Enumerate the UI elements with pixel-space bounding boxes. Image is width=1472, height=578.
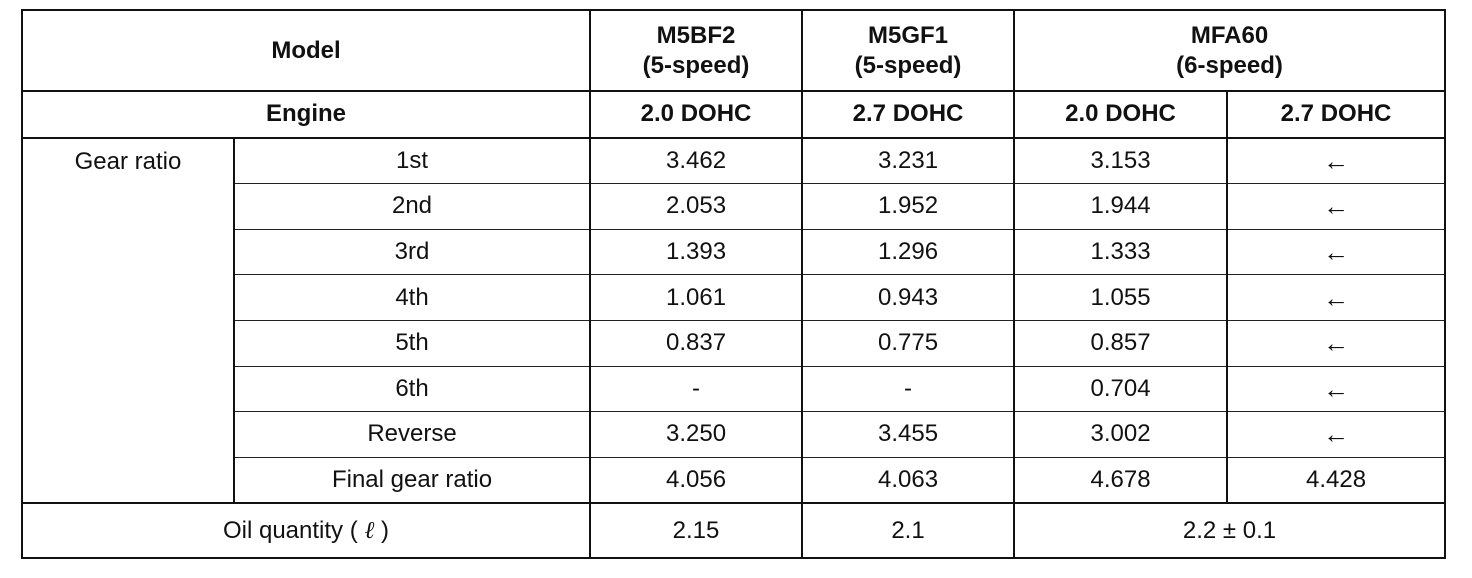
value-cell: 0.837 [590,320,802,366]
value-cell: 4.063 [802,457,1014,503]
table-row [22,184,1445,230]
model-speed: (5-speed) [854,51,962,79]
value-cell: 0.857 [1014,320,1227,366]
value-cell: 1.055 [1014,275,1227,321]
value-cell: 2.053 [590,184,802,230]
same-as-left-arrow: ← [1227,275,1445,321]
value-cell: 2.15 [590,503,802,558]
same-as-left-arrow: ← [1227,412,1445,458]
same-as-left-arrow: ← [1227,229,1445,275]
oil-quantity-label [22,503,590,558]
table-row [22,412,1445,458]
table-row [22,275,1445,321]
value-cell: 1.944 [1014,184,1227,230]
spec-table [21,9,1446,559]
row-label: 6th [234,366,590,412]
table-row [22,229,1445,275]
value-cell: 3.231 [802,138,1014,184]
oil-label-text: Oil quantity ( [222,516,358,544]
value-cell: 3.455 [802,412,1014,458]
value-cell: 4.056 [590,457,802,503]
model-header-row [22,10,1445,91]
model-speed: (6-speed) [1176,51,1283,79]
value-cell: 4.678 [1014,457,1227,503]
value-cell: 3.153 [1014,138,1227,184]
model-name: MFA60 [1190,21,1269,49]
value-cell: - [802,366,1014,412]
liter-unit: ℓ [364,517,375,544]
row-label: Reverse [234,412,590,458]
engine-header-row [22,91,1445,138]
value-cell: 1.061 [590,275,802,321]
gear-ratio-label: Gear ratio [22,138,234,504]
value-cell: 1.393 [590,229,802,275]
model-m5gf1-header [802,10,1014,91]
same-as-left-arrow: ← [1227,366,1445,412]
value-cell: 4.428 [1227,457,1445,503]
value-cell: - [590,366,802,412]
table-row [22,320,1445,366]
table-row [22,366,1445,412]
engine-cell: 2.7 DOHC [802,91,1014,138]
oil-label-end: ) [374,516,390,544]
value-cell: 3.250 [590,412,802,458]
value-cell: 3.002 [1014,412,1227,458]
model-name: M5BF2 [656,21,736,49]
row-label: 2nd [234,184,590,230]
row-label: Final gear ratio [234,457,590,503]
model-speed: (5-speed) [642,51,750,79]
value-cell: 2.2 ± 0.1 [1014,503,1445,558]
row-label: 5th [234,320,590,366]
model-m5bf2-header [590,10,802,91]
row-label: 3rd [234,229,590,275]
value-cell: 1.296 [802,229,1014,275]
model-name: M5GF1 [868,21,949,49]
value-cell: 3.462 [590,138,802,184]
value-cell: 1.333 [1014,229,1227,275]
oil-quantity-row [22,503,1445,558]
same-as-left-arrow: ← [1227,320,1445,366]
engine-cell: 2.0 DOHC [1014,91,1227,138]
value-cell: 0.775 [802,320,1014,366]
row-label: 1st [234,138,590,184]
value-cell: 0.704 [1014,366,1227,412]
table-row [22,457,1445,503]
same-as-left-arrow: ← [1227,138,1445,184]
row-label: 4th [234,275,590,321]
engine-label: Engine [22,91,590,138]
value-cell: 2.1 [802,503,1014,558]
model-mfa60-header [1014,10,1445,91]
model-label: Model [22,10,590,91]
same-as-left-arrow: ← [1227,184,1445,230]
value-cell: 1.952 [802,184,1014,230]
engine-cell: 2.0 DOHC [590,91,802,138]
value-cell: 0.943 [802,275,1014,321]
table-row [22,138,1445,184]
engine-cell: 2.7 DOHC [1227,91,1445,138]
